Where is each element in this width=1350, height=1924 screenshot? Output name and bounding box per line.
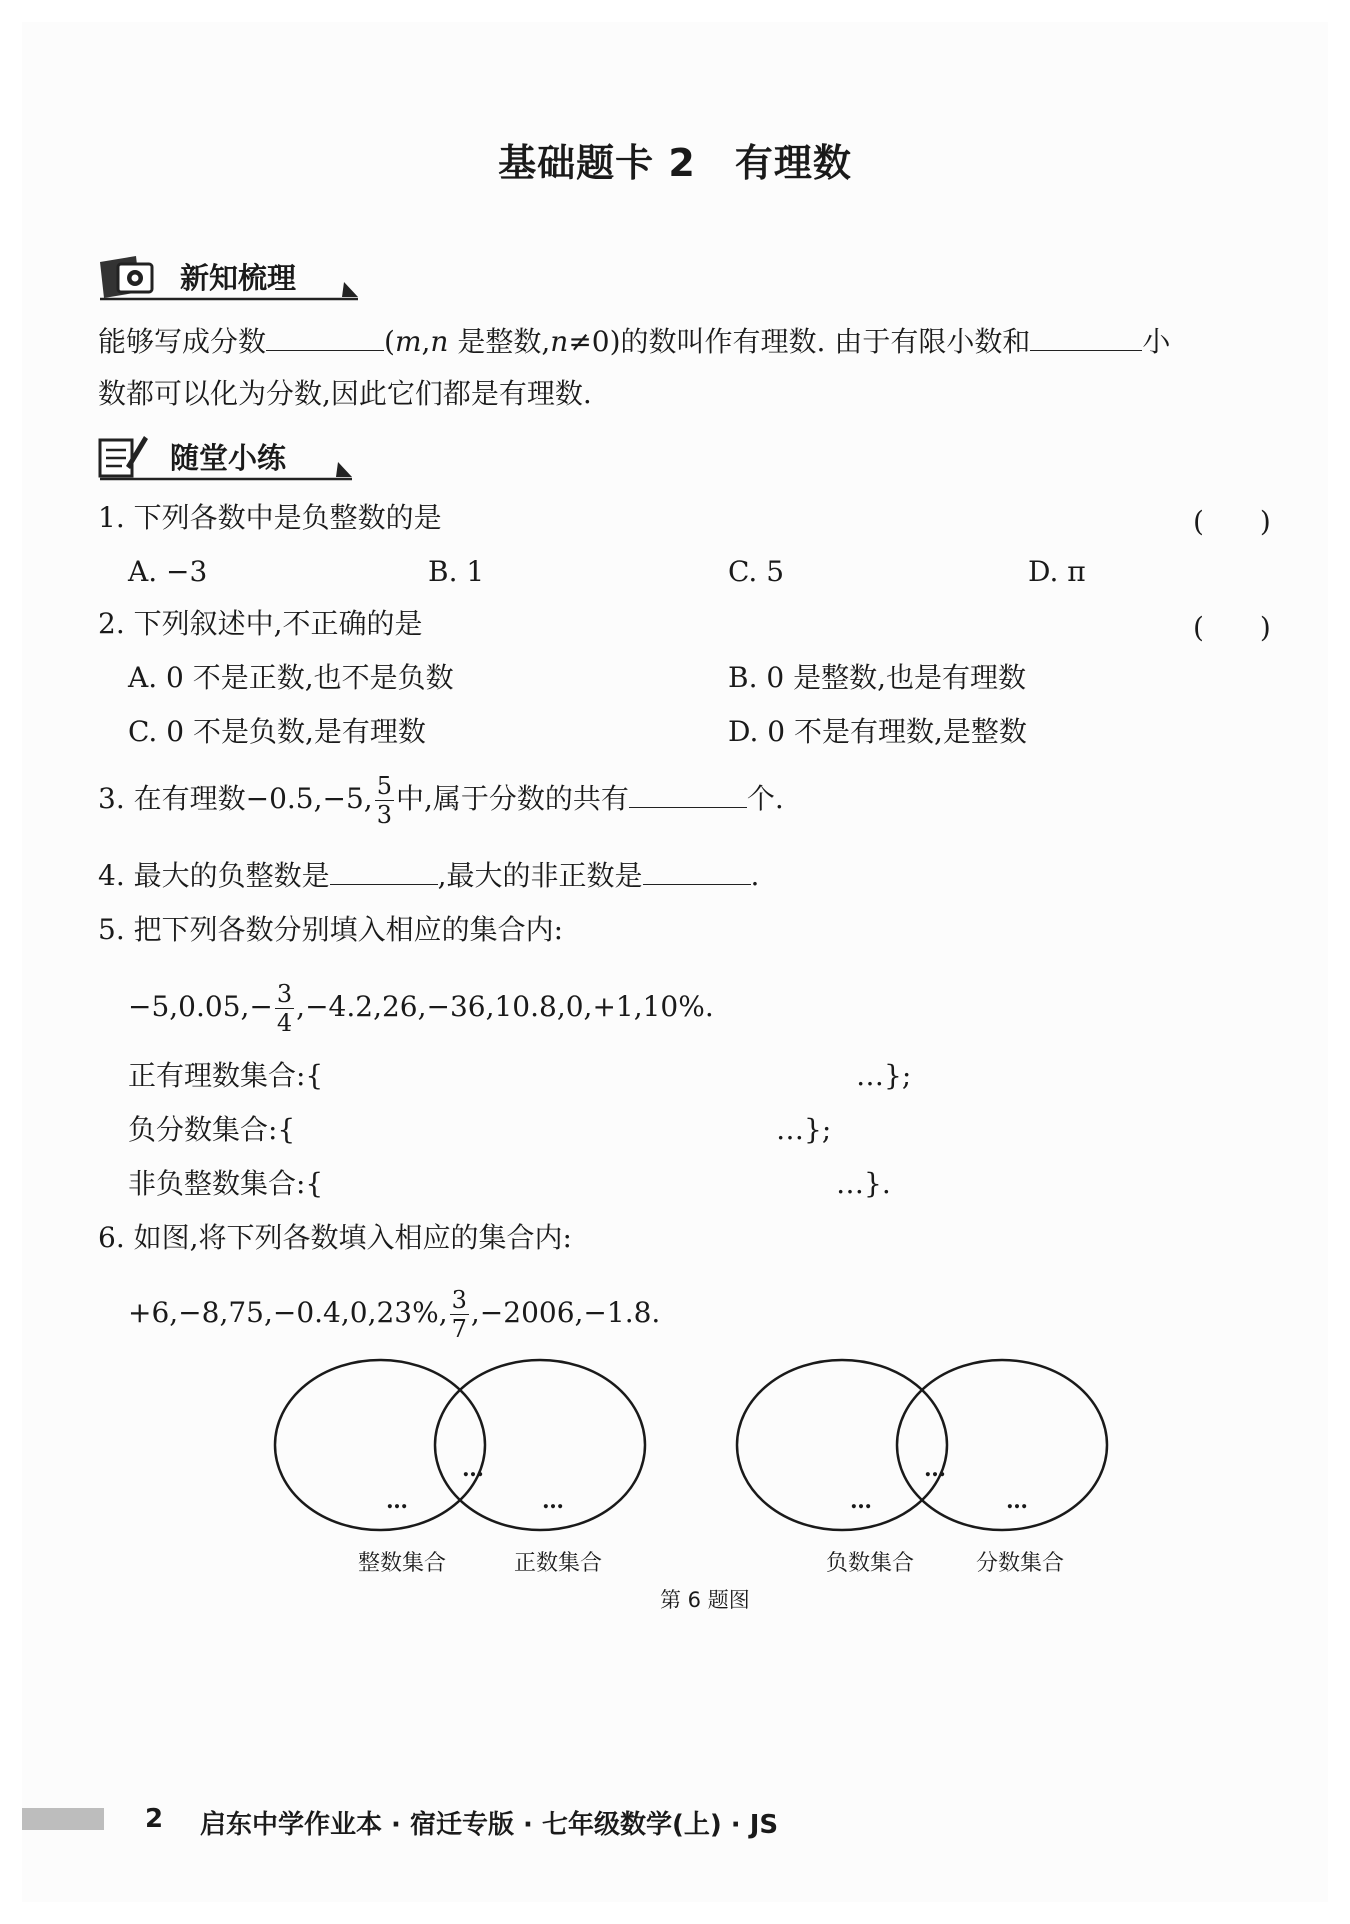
q5-fraction bbox=[275, 980, 294, 1037]
venn-label-integer: 整数集合 bbox=[358, 1551, 447, 1576]
q2-option-b[interactable]: B. 0 是整数,也是有理数 bbox=[728, 661, 1026, 694]
set-positive-rational-label: 正有理数集合:{ bbox=[128, 1059, 324, 1092]
q3-fraction-numerator: 5 bbox=[376, 772, 392, 800]
q3-text-a: 3. 在有理数−0.5,−5, bbox=[98, 782, 373, 815]
variable-n-2: n bbox=[550, 325, 569, 358]
definition-text-c: 是整数, bbox=[448, 325, 551, 358]
q1-option-b[interactable]: B. 1 bbox=[428, 555, 485, 588]
q6-fraction-numerator: 3 bbox=[451, 1286, 467, 1314]
q1-option-d[interactable]: D. π bbox=[1028, 555, 1086, 588]
q5-numbers-a: −5,0.05,− bbox=[128, 990, 273, 1023]
footer-book-title: 启东中学作业本 · 宿迁专版 · 七年级数学(上) · JS bbox=[200, 1810, 779, 1840]
q1-stem: 1. 下列各数中是负整数的是 bbox=[98, 501, 442, 534]
venn-label-negative: 负数集合 bbox=[826, 1551, 915, 1576]
q3-line bbox=[98, 772, 784, 829]
q4-line bbox=[98, 856, 759, 896]
q2-stem: 2. 下列叙述中,不正确的是 bbox=[98, 607, 423, 640]
q4-text-b: ,最大的非正数是 bbox=[437, 859, 643, 892]
venn-label-fraction: 分数集合 bbox=[976, 1551, 1065, 1576]
definition-line-2: 数都可以化为分数,因此它们都是有理数. bbox=[98, 377, 592, 410]
q5-fraction-denominator: 4 bbox=[276, 1009, 293, 1037]
venn-dots-integer: … bbox=[386, 1488, 409, 1514]
q3-fraction-denominator: 3 bbox=[376, 801, 392, 829]
definition-text-b: ( bbox=[384, 325, 395, 358]
page-number: 2 bbox=[145, 1804, 164, 1834]
q1-option-c[interactable]: C. 5 bbox=[728, 555, 785, 588]
venn-negative-ellipse[interactable] bbox=[737, 1360, 947, 1530]
venn-dots-negative: … bbox=[850, 1488, 873, 1514]
q6-numbers-b: ,−2006,−1.8. bbox=[470, 1296, 661, 1329]
definition-text-a: 能够写成分数 bbox=[98, 325, 267, 358]
q3-fraction bbox=[375, 772, 394, 829]
definition-blank-2[interactable] bbox=[1030, 324, 1142, 351]
venn-integer-ellipse[interactable] bbox=[275, 1360, 485, 1530]
page-title: 基础题卡 2 有理数 bbox=[498, 141, 852, 185]
q1-answer-bracket[interactable]: ( ) bbox=[1193, 505, 1271, 538]
set-nonnegative-integer-input[interactable] bbox=[355, 1164, 835, 1204]
venn-fraction-ellipse[interactable] bbox=[897, 1360, 1107, 1530]
q5-stem: 5. 把下列各数分别填入相应的集合内: bbox=[98, 913, 564, 946]
venn-label-positive: 正数集合 bbox=[514, 1551, 603, 1576]
q2-option-c[interactable]: C. 0 不是负数,是有理数 bbox=[128, 715, 426, 748]
definition-text-e: 小 bbox=[1142, 325, 1171, 358]
q2-answer-bracket[interactable]: ( ) bbox=[1193, 611, 1271, 644]
definition-text-d: ≠0)的数叫作有理数. 由于有限小数和 bbox=[568, 325, 1031, 358]
q2-option-a[interactable]: A. 0 不是正数,也不是负数 bbox=[128, 661, 454, 694]
q3-blank[interactable] bbox=[629, 781, 747, 808]
section-title-new-knowledge: 新知梳理 bbox=[180, 261, 297, 295]
q5-fraction-numerator: 3 bbox=[276, 980, 293, 1008]
q5-numbers-b: ,−4.2,26,−36,10.8,0,+1,10%. bbox=[296, 990, 714, 1023]
set-negative-fraction-end: …}; bbox=[776, 1113, 832, 1146]
variable-m: m bbox=[394, 325, 422, 358]
venn-dots-intersection-right: … bbox=[924, 1456, 947, 1482]
q3-text-c: 个. bbox=[746, 782, 784, 815]
venn-dots-fraction: … bbox=[1006, 1488, 1029, 1514]
q6-fraction-denominator: 7 bbox=[451, 1315, 467, 1343]
set-negative-fraction-input[interactable] bbox=[325, 1110, 770, 1150]
section-title-practice: 随堂小练 bbox=[170, 441, 287, 475]
set-negative-fraction-label: 负分数集合:{ bbox=[128, 1113, 296, 1146]
definition-line-1 bbox=[98, 322, 1170, 362]
q6-stem: 6. 如图,将下列各数填入相应的集合内: bbox=[98, 1221, 572, 1254]
set-positive-rational-input[interactable] bbox=[340, 1056, 850, 1096]
venn-positive-ellipse[interactable] bbox=[435, 1360, 645, 1530]
q6-fraction bbox=[450, 1286, 469, 1343]
q4-blank-2[interactable] bbox=[643, 858, 751, 885]
q3-text-b: 中,属于分数的共有 bbox=[395, 782, 629, 815]
venn-dots-intersection-left: … bbox=[462, 1456, 485, 1482]
definition-blank-1[interactable] bbox=[266, 324, 384, 351]
variable-n: n bbox=[430, 325, 449, 358]
definition-comma: , bbox=[421, 325, 431, 358]
set-nonnegative-integer-label: 非负整数集合:{ bbox=[128, 1167, 324, 1200]
q5-number-list bbox=[128, 980, 714, 1037]
q4-blank-1[interactable] bbox=[330, 858, 438, 885]
venn-dots-positive: … bbox=[542, 1488, 565, 1514]
q1-option-a[interactable]: A. −3 bbox=[128, 555, 208, 588]
q4-text-c: . bbox=[750, 859, 760, 892]
q6-number-list bbox=[128, 1286, 660, 1343]
figure-caption: 第 6 题图 bbox=[660, 1588, 750, 1612]
footer-gray-bar bbox=[22, 1808, 104, 1830]
q2-option-d[interactable]: D. 0 不是有理数,是整数 bbox=[728, 715, 1027, 748]
set-positive-rational-end: …}; bbox=[856, 1059, 912, 1092]
page-background bbox=[22, 22, 1328, 1902]
q4-text-a: 4. 最大的负整数是 bbox=[98, 859, 330, 892]
set-nonnegative-integer-end: …}. bbox=[836, 1167, 891, 1200]
q6-numbers-a: +6,−8,75,−0.4,0,23%, bbox=[128, 1296, 448, 1329]
